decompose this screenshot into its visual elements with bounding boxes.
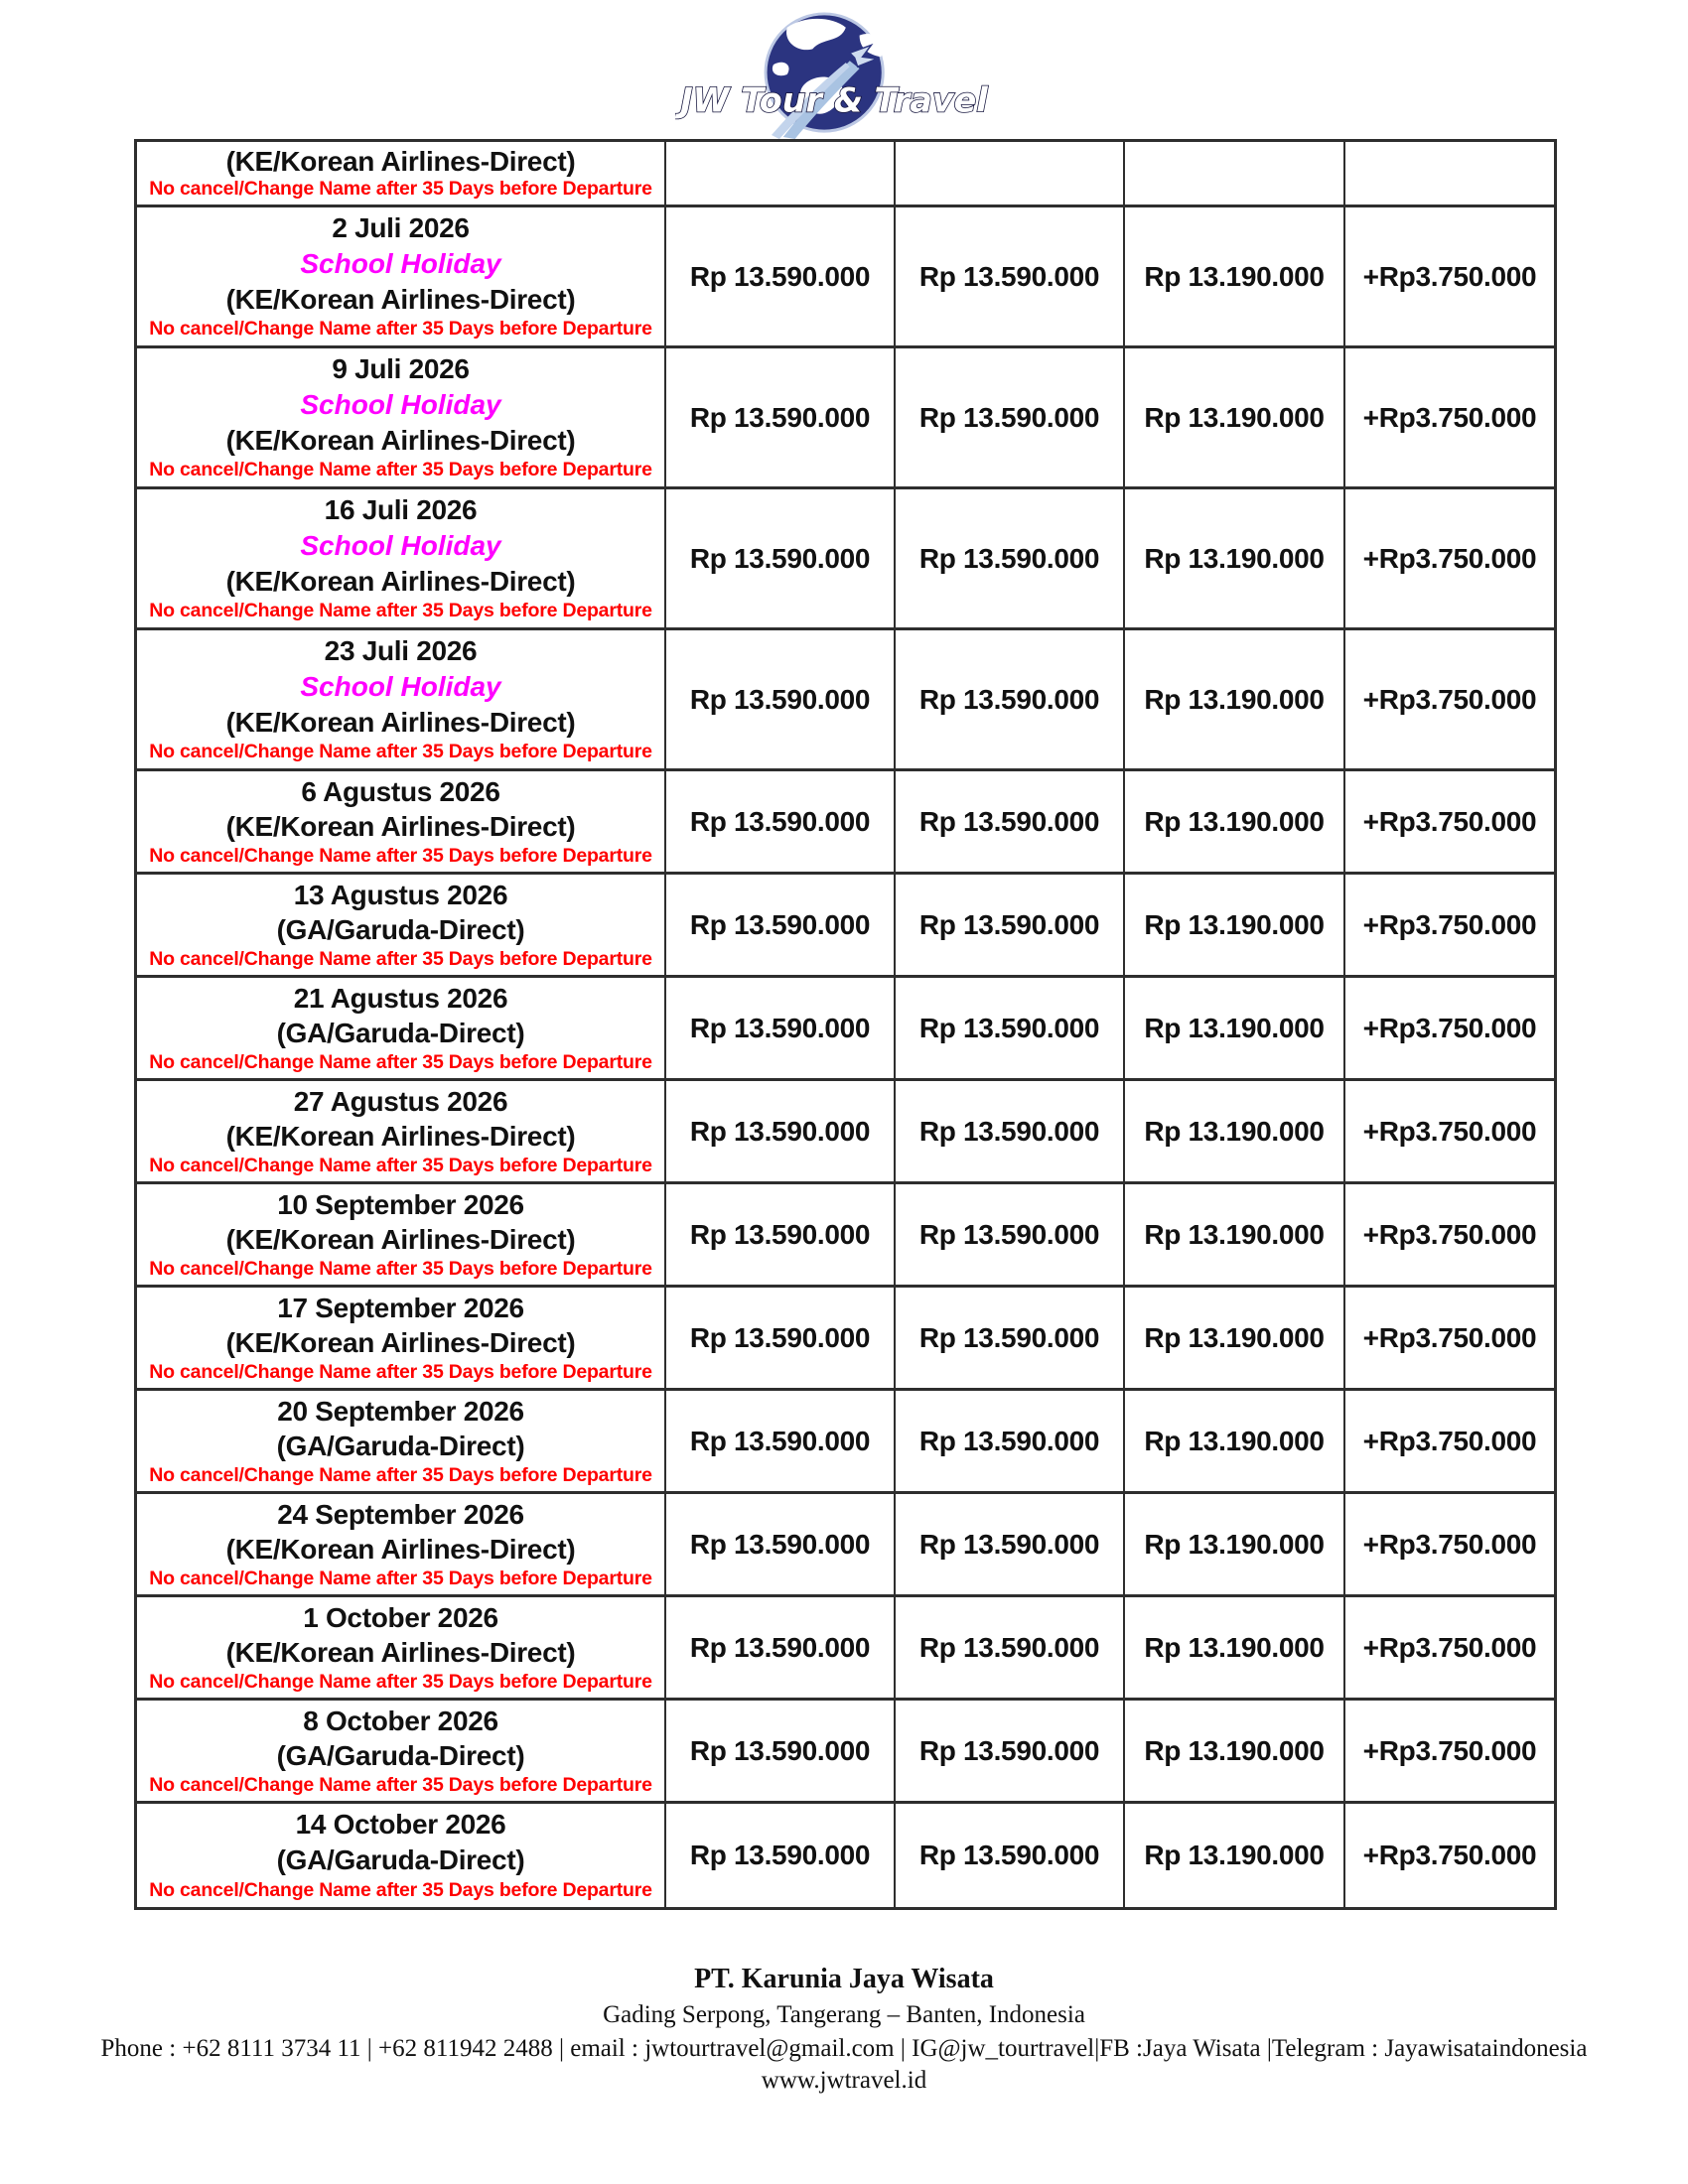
- cancellation-note: No cancel/Change Name after 35 Days before Departure: [149, 1257, 652, 1280]
- price-cell-surcharge: +Rp3.750.000: [1362, 1012, 1537, 1043]
- price-cell-surcharge: [1345, 142, 1554, 205]
- price-cell-third: Rp 13.190.000: [1125, 1184, 1345, 1285]
- price-cell-surcharge: +Rp3.750.000: [1362, 1321, 1537, 1353]
- price-cell-child: Rp 13.590.000: [896, 348, 1125, 486]
- price-cell-child: Rp 13.590.000: [896, 1597, 1125, 1698]
- globe-logo-icon: [675, 10, 993, 139]
- price-cell-surcharge: +Rp3.750.000: [1362, 805, 1537, 837]
- departure-info-cell: [137, 1081, 666, 1181]
- cancellation-note: No cancel/Change Name after 35 Days before Departure: [149, 1154, 652, 1176]
- table-row: [137, 1081, 1554, 1184]
- price-cell-adult: Rp 13.590.000: [666, 1184, 896, 1285]
- price-cell-child: Rp 13.590.000: [896, 771, 1125, 872]
- price-cell-surcharge: +Rp3.750.000: [1362, 260, 1537, 292]
- price-cell-adult: Rp 13.590.000: [666, 875, 896, 975]
- airline-label: (KE/Korean Airlines-Direct): [225, 565, 576, 597]
- price-cell-adult: [666, 142, 896, 205]
- price-cell-adult: Rp 13.590.000: [666, 207, 896, 345]
- footer: [0, 1964, 1688, 2095]
- airline-label: (KE/Korean Airlines-Direct): [225, 1636, 576, 1668]
- price-cell-third: Rp 13.190.000: [1125, 1701, 1345, 1801]
- departure-info-cell: [137, 142, 666, 205]
- price-cell-surcharge: +Rp3.750.000: [1362, 908, 1537, 940]
- landmass-west: [773, 63, 789, 75]
- price-cell-third: Rp 13.190.000: [1125, 630, 1345, 768]
- table-row: [137, 142, 1554, 207]
- departure-date: 27 Agustus 2026: [293, 1085, 508, 1117]
- price-cell-child: Rp 13.590.000: [896, 630, 1125, 768]
- departure-info-cell: [137, 1184, 666, 1285]
- price-cell-child: Rp 13.590.000: [896, 875, 1125, 975]
- departure-info-cell: [137, 1701, 666, 1801]
- price-cell-third: Rp 13.190.000: [1125, 771, 1345, 872]
- departure-info-cell: [137, 1391, 666, 1491]
- price-cell-third: Rp 13.190.000: [1125, 207, 1345, 345]
- departure-date: 16 Juli 2026: [324, 494, 478, 526]
- departure-date: 1 October 2026: [303, 1601, 498, 1633]
- table-row: [137, 1288, 1554, 1391]
- cancellation-note: No cancel/Change Name after 35 Days before Departure: [149, 844, 652, 867]
- airline-label: (GA/Garuda-Direct): [276, 913, 525, 945]
- departure-info-cell: [137, 1597, 666, 1698]
- airline-label: (KE/Korean Airlines-Direct): [225, 1120, 576, 1152]
- airline-label: (KE/Korean Airlines-Direct): [225, 424, 576, 456]
- departure-date: 20 September 2026: [277, 1395, 524, 1427]
- price-cell-surcharge: +Rp3.750.000: [1362, 1631, 1537, 1663]
- departure-info-cell: [137, 978, 666, 1078]
- departure-info-cell: [137, 207, 666, 345]
- price-cell-third: Rp 13.190.000: [1125, 1081, 1345, 1181]
- table-row: [137, 1391, 1554, 1494]
- table-row: [137, 348, 1554, 489]
- departure-date: 13 Agustus 2026: [293, 879, 508, 910]
- price-cell-third: Rp 13.190.000: [1125, 1288, 1345, 1388]
- company-address: Gading Serpong, Tangerang – Banten, Indonesia: [603, 2001, 1085, 2028]
- price-cell-child: Rp 13.590.000: [896, 1184, 1125, 1285]
- cancellation-note: No cancel/Change Name after 35 Days before Departure: [149, 1360, 652, 1383]
- price-cell-child: [896, 142, 1125, 205]
- departure-date: 23 Juli 2026: [324, 635, 478, 667]
- table-row: [137, 771, 1554, 875]
- price-cell-surcharge: +Rp3.750.000: [1362, 1734, 1537, 1766]
- school-holiday-label: School Holiday: [300, 529, 501, 561]
- cancellation-note: No cancel/Change Name after 35 Days before Departure: [149, 600, 652, 622]
- price-cell-child: Rp 13.590.000: [896, 207, 1125, 345]
- price-cell-third: Rp 13.190.000: [1125, 1494, 1345, 1594]
- table-row: [137, 1701, 1554, 1804]
- cancellation-note: No cancel/Change Name after 35 Days before Departure: [149, 947, 652, 970]
- cancellation-note: No cancel/Change Name after 35 Days before Departure: [149, 318, 652, 341]
- price-cell-child: Rp 13.590.000: [896, 1804, 1125, 1907]
- table-row: [137, 875, 1554, 978]
- price-cell-surcharge: +Rp3.750.000: [1362, 1115, 1537, 1147]
- departure-info-cell: [137, 875, 666, 975]
- airline-label: (KE/Korean Airlines-Direct): [225, 1326, 576, 1358]
- cancellation-note: No cancel/Change Name after 35 Days before Departure: [149, 1670, 652, 1693]
- price-cell-child: Rp 13.590.000: [896, 1391, 1125, 1491]
- departure-info-cell: [137, 1804, 666, 1907]
- table-row: [137, 1804, 1554, 1907]
- price-cell-surcharge: +Rp3.750.000: [1362, 1218, 1537, 1250]
- price-cell-third: Rp 13.190.000: [1125, 1597, 1345, 1698]
- price-cell-third: Rp 13.190.000: [1125, 489, 1345, 627]
- airline-label: (KE/Korean Airlines-Direct): [225, 146, 576, 178]
- price-cell-adult: Rp 13.590.000: [666, 1597, 896, 1698]
- price-cell-third: Rp 13.190.000: [1125, 978, 1345, 1078]
- price-cell-adult: Rp 13.590.000: [666, 1391, 896, 1491]
- departure-info-cell: [137, 1288, 666, 1388]
- price-cell-adult: Rp 13.590.000: [666, 1701, 896, 1801]
- airline-label: (GA/Garuda-Direct): [276, 1739, 525, 1771]
- school-holiday-label: School Holiday: [300, 670, 501, 702]
- price-cell-adult: Rp 13.590.000: [666, 771, 896, 872]
- company-logo: [675, 10, 993, 139]
- airline-label: (KE/Korean Airlines-Direct): [225, 1223, 576, 1255]
- price-cell-adult: Rp 13.590.000: [666, 1804, 896, 1907]
- cancellation-note: No cancel/Change Name after 35 Days before Departure: [149, 1050, 652, 1073]
- cancellation-note: No cancel/Change Name after 35 Days before Departure: [149, 741, 652, 763]
- departure-info-cell: [137, 348, 666, 486]
- cancellation-note: No cancel/Change Name after 35 Days before Departure: [149, 1879, 652, 1902]
- price-cell-child: Rp 13.590.000: [896, 1081, 1125, 1181]
- departure-info-cell: [137, 630, 666, 768]
- table-row: [137, 1597, 1554, 1701]
- departure-price-table: [134, 139, 1557, 1910]
- table-row: [137, 207, 1554, 348]
- cancellation-note: No cancel/Change Name after 35 Days before Departure: [149, 459, 652, 481]
- contact-line: Phone : +62 8111 3734 11 | +62 811942 2488 | email : jwtourtravel@gmail.com | IG@jw_tourtravel|FB :Jaya Wisata |Telegram : Jayawisataindonesia: [100, 2035, 1588, 2062]
- departure-date: 10 September 2026: [277, 1188, 524, 1220]
- price-cell-child: Rp 13.590.000: [896, 1701, 1125, 1801]
- airline-label: (KE/Korean Airlines-Direct): [225, 283, 576, 315]
- departure-date: 14 October 2026: [295, 1809, 506, 1841]
- cancellation-note: No cancel/Change Name after 35 Days before Departure: [149, 178, 652, 201]
- price-cell-surcharge: +Rp3.750.000: [1362, 1840, 1537, 1870]
- price-cell-child: Rp 13.590.000: [896, 1494, 1125, 1594]
- price-cell-third: Rp 13.190.000: [1125, 1804, 1345, 1907]
- cancellation-note: No cancel/Change Name after 35 Days before Departure: [149, 1773, 652, 1796]
- departure-date: 17 September 2026: [277, 1292, 524, 1323]
- price-cell-third: Rp 13.190.000: [1125, 1391, 1345, 1491]
- price-cell-surcharge: +Rp3.750.000: [1362, 542, 1537, 574]
- price-cell-adult: Rp 13.590.000: [666, 348, 896, 486]
- price-cell-adult: Rp 13.590.000: [666, 1288, 896, 1388]
- airline-label: (GA/Garuda-Direct): [276, 1017, 525, 1048]
- website-url: www.jwtravel.id: [761, 2067, 927, 2094]
- departure-info-cell: [137, 1494, 666, 1594]
- price-cell-surcharge: +Rp3.750.000: [1362, 683, 1537, 715]
- price-cell-third: Rp 13.190.000: [1125, 875, 1345, 975]
- school-holiday-label: School Holiday: [300, 247, 501, 279]
- price-cell-adult: Rp 13.590.000: [666, 1081, 896, 1181]
- airline-label: (KE/Korean Airlines-Direct): [225, 1533, 576, 1565]
- table-row: [137, 1494, 1554, 1597]
- departure-date: 8 October 2026: [303, 1705, 498, 1736]
- price-cell-adult: Rp 13.590.000: [666, 978, 896, 1078]
- airline-label: (GA/Garuda-Direct): [276, 1430, 525, 1461]
- price-cell-child: Rp 13.590.000: [896, 1288, 1125, 1388]
- price-cell-adult: Rp 13.590.000: [666, 630, 896, 768]
- price-cell-child: Rp 13.590.000: [896, 489, 1125, 627]
- departure-date: 21 Agustus 2026: [293, 982, 508, 1014]
- airline-label: (KE/Korean Airlines-Direct): [225, 810, 576, 842]
- logo-text: JW Tour & Travel: [680, 80, 988, 120]
- departure-date: 9 Juli 2026: [332, 353, 470, 385]
- departure-date: 2 Juli 2026: [332, 212, 470, 244]
- airline-label: (KE/Korean Airlines-Direct): [225, 706, 576, 738]
- departure-date: 24 September 2026: [277, 1498, 524, 1530]
- price-cell-child: Rp 13.590.000: [896, 978, 1125, 1078]
- price-cell-surcharge: +Rp3.750.000: [1362, 1528, 1537, 1560]
- price-cell-surcharge: +Rp3.750.000: [1362, 1425, 1537, 1456]
- price-cell-third: Rp 13.190.000: [1125, 348, 1345, 486]
- table-row: [137, 630, 1554, 771]
- departure-info-cell: [137, 489, 666, 627]
- table-row: [137, 1184, 1554, 1288]
- school-holiday-label: School Holiday: [300, 388, 501, 420]
- price-cell-adult: Rp 13.590.000: [666, 1494, 896, 1594]
- table-row: [137, 489, 1554, 630]
- price-cell-adult: Rp 13.590.000: [666, 489, 896, 627]
- price-cell-third: [1125, 142, 1345, 205]
- price-cell-surcharge: +Rp3.750.000: [1362, 401, 1537, 433]
- company-name: PT. Karunia Jaya Wisata: [694, 1964, 994, 1994]
- cancellation-note: No cancel/Change Name after 35 Days before Departure: [149, 1567, 652, 1589]
- airline-label: (GA/Garuda-Direct): [276, 1844, 525, 1876]
- departure-info-cell: [137, 771, 666, 872]
- departure-date: 6 Agustus 2026: [301, 775, 500, 807]
- table-row: [137, 978, 1554, 1081]
- cancellation-note: No cancel/Change Name after 35 Days before Departure: [149, 1463, 652, 1486]
